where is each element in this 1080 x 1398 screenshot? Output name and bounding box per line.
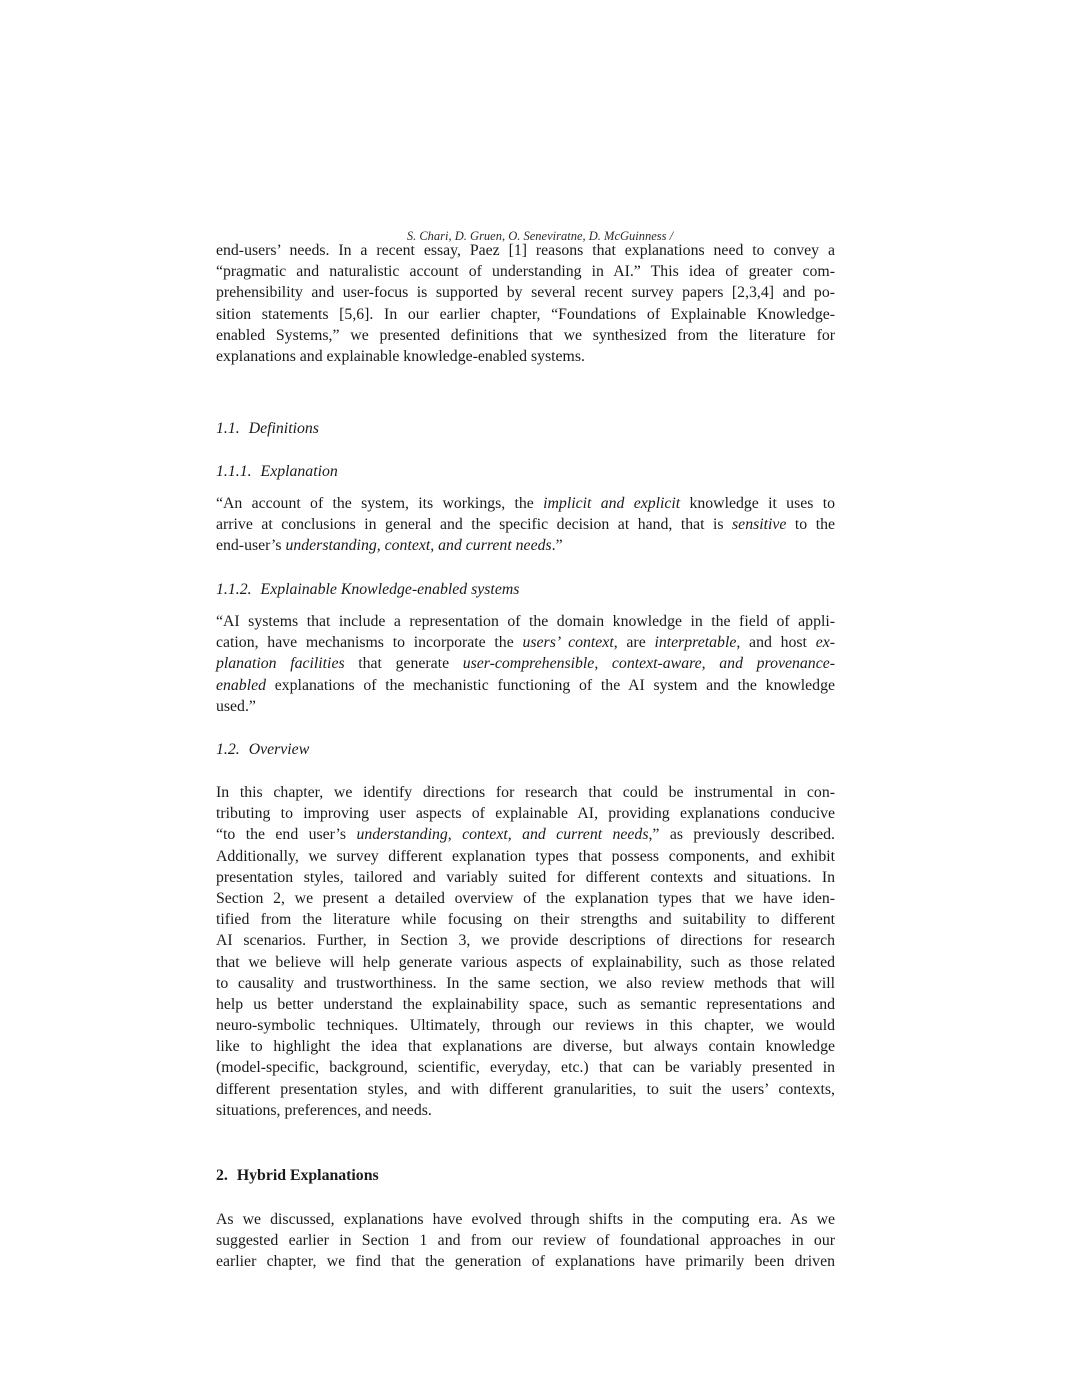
section-title: Definitions: [248, 420, 319, 437]
section-heading-1-1-1: [216, 461, 338, 482]
text-run: cation, have mechanisms to incorporate the: [216, 634, 523, 652]
text-run: that we believe will help generate various aspects of explainability, such as those related: [216, 953, 835, 971]
text-line: [216, 867, 835, 888]
text-line: [216, 846, 835, 867]
text-line: [216, 696, 835, 717]
intro-paragraph: [216, 240, 835, 367]
text-run: tified from the literature while focusing on their strengths and suitability to different: [216, 911, 835, 929]
text-run: tributing to improving user aspects of explainable AI, providing explanations conducive: [216, 805, 835, 823]
definition-explanation: [216, 493, 835, 557]
text-run: (model-specific, background, scientific, everyday, etc.) that can be variably presented in: [216, 1059, 835, 1077]
italic-run: implicit and explicit: [543, 495, 681, 512]
text-run: “An account of the system, its workings, the: [216, 495, 544, 512]
text-line: end-users’ needs. In a recent essay, Paez [1] reasons that explanations need to convey a: [216, 242, 835, 259]
text-line: [216, 909, 835, 930]
text-line: [216, 824, 835, 845]
section-heading-1-1: [216, 418, 319, 439]
text-line: [216, 493, 835, 514]
text-run: As we discussed, explanations have evolved through shifts in the computing era. As we: [216, 1211, 835, 1228]
text-run: suggested earlier in Section 1 and from our review of foundational approaches in our: [216, 1232, 835, 1250]
text-line: [216, 1057, 835, 1078]
italic-run: ex-: [815, 634, 835, 652]
text-line: [216, 803, 835, 824]
text-line: [216, 1079, 835, 1100]
text-line: [216, 1251, 835, 1272]
section-title: Explainable Knowledge-enabled systems: [260, 581, 520, 598]
section-number: 1.1.: [216, 420, 240, 437]
text-line: [216, 1036, 835, 1057]
text-line: [216, 973, 835, 994]
text-line: [216, 675, 835, 696]
section-heading-2: [216, 1165, 379, 1186]
italic-run: understanding, context, and current needs: [356, 826, 649, 844]
section-title: Hybrid Explanations: [236, 1167, 379, 1184]
text-line: [216, 632, 835, 653]
definition-knowledge-enabled-systems: [216, 611, 835, 717]
section-number: 1.1.1.: [216, 463, 252, 480]
text-run: In this chapter, we identify directions for research that could be instrumental in con-: [216, 784, 835, 801]
section-number: 2.: [216, 1167, 228, 1184]
italic-run: interpretable: [654, 634, 737, 652]
text-line: [216, 994, 835, 1015]
text-run: arrive at conclusions in general and the specific decision at hand, that is: [216, 516, 733, 534]
italic-run: sensitive: [732, 516, 787, 534]
text-run: earlier chapter, we find that the generation of explanations have primarily been driven: [216, 1253, 835, 1271]
text-line: [216, 952, 835, 973]
text-run: used.”: [216, 697, 256, 715]
text-line: [216, 611, 835, 632]
text-run: presentation styles, tailored and variably suited for different contexts and situations. In: [216, 868, 835, 886]
text-run: , are: [613, 634, 655, 652]
text-line: [216, 535, 835, 556]
section-number: 1.2.: [216, 741, 240, 758]
section-heading-1-1-2: [216, 579, 519, 600]
text-run: ,” as previously described.: [648, 826, 835, 844]
text-line: [216, 653, 835, 674]
italic-run: user-comprehensible, context-aware, and provenance-: [462, 655, 835, 673]
text-run: to the: [786, 516, 835, 534]
section-number: 1.1.2.: [216, 581, 252, 598]
overview-paragraph: [216, 782, 835, 1121]
text-line: [216, 1100, 835, 1121]
section-heading-1-2: [216, 739, 309, 760]
text-run: knowledge it uses to: [680, 495, 835, 512]
text-line: [216, 1230, 835, 1251]
text-run: Section 2, we present a detailed overview of the explanation types that we have iden-: [216, 889, 835, 907]
text-line: prehensibility and user-focus is supported by several recent survey papers [2,3,4] and po-: [216, 284, 835, 302]
italic-run: enabled: [216, 676, 267, 694]
text-line: explanations and explainable knowledge-enabled systems.: [216, 347, 585, 365]
text-line: [216, 1209, 835, 1230]
text-line: [216, 1015, 835, 1036]
text-line: [216, 782, 835, 803]
text-run: to causality and trustworthiness. In the same section, we also review methods that will: [216, 974, 835, 992]
text-run: “to the end user’s: [216, 826, 357, 844]
text-run: like to highlight the idea that explanations are diverse, but always contain knowledge: [216, 1038, 835, 1056]
section-title: Explanation: [260, 463, 338, 480]
section-title: Overview: [248, 741, 310, 758]
italic-run: planation facilities: [216, 655, 345, 673]
text-run: different presentation styles, and with different granularities, to suit the users’ contexts,: [216, 1080, 835, 1098]
italic-run: users’ context: [522, 634, 614, 652]
text-line: [216, 888, 835, 909]
text-run: AI scenarios. Further, in Section 3, we provide descriptions of directions for research: [216, 932, 835, 950]
text-run: .”: [551, 537, 563, 555]
text-line: enabled Systems,” we presented definitions that we synthesized from the literature for: [216, 326, 835, 344]
text-line: “pragmatic and naturalistic account of understanding in AI.” This idea of greater com-: [216, 263, 835, 281]
text-run: situations, preferences, and needs.: [216, 1101, 432, 1119]
text-run: that generate: [344, 655, 463, 673]
text-run: “AI systems that include a representation of the domain knowledge in the field of appli-: [216, 613, 835, 630]
text-run: Additionally, we survey different explanation types that possess components, and exhibit: [216, 847, 835, 865]
italic-run: understanding, context, and current needs: [285, 537, 552, 555]
text-run: help us better understand the explainability space, such as semantic representations and: [216, 995, 835, 1013]
text-run: neuro-symbolic techniques. Ultimately, through our reviews in this chapter, we would: [216, 1017, 835, 1035]
running-head-authors: S. Chari, D. Gruen, O. Seneviratne, D. McGuinness /: [406, 229, 674, 243]
text-line: sition statements [5,6]. In our earlier chapter, “Foundations of Explainable Knowledge-: [216, 305, 835, 323]
text-run: explanations of the mechanistic functioning of the AI system and the knowledge: [266, 676, 835, 694]
text-run: , and host: [736, 634, 816, 652]
text-line: [216, 514, 835, 535]
text-run: end-user’s: [216, 537, 286, 555]
hybrid-explanations-paragraph: [216, 1209, 835, 1273]
text-line: [216, 930, 835, 951]
